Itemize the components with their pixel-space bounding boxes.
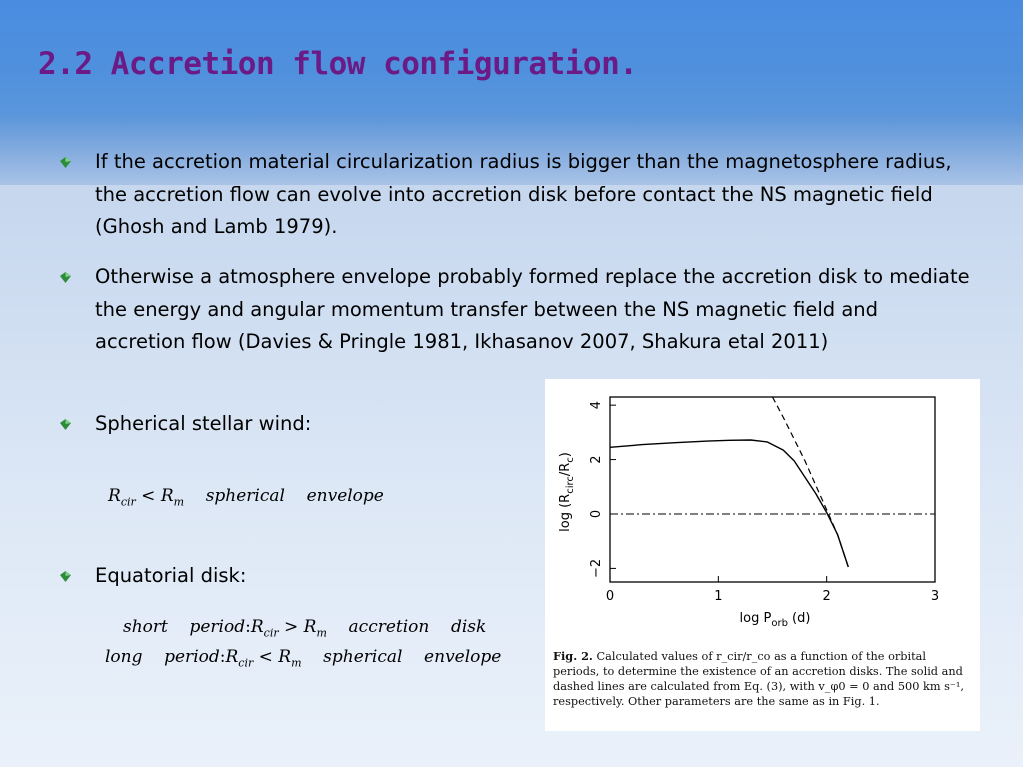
y-axis-label-group <box>558 452 576 532</box>
formula-subscript: m <box>291 656 302 670</box>
y-tick-label: 0 <box>589 509 604 519</box>
formula-words: spherical envelope <box>205 486 384 506</box>
bullet-item-2 <box>60 261 970 359</box>
y-axis-label <box>558 452 576 532</box>
formula-operator: : <box>219 647 226 667</box>
formula-subscript: cir <box>120 495 136 509</box>
caption-text: Calculated values of r_cir/r_co as a function of the orbital periods, to determine the existence of an accretion disks. The solid and dashed lines are calculated from Eq. (3), with v_φ0 = 0 and 500 km s⁻¹, respectively. Other parameters are the same as in Fig. 1. <box>553 650 964 708</box>
plot-svg <box>545 379 980 644</box>
formula-symbol: R <box>160 486 174 506</box>
formula-operator: < <box>258 647 273 667</box>
x-tick-label: 1 <box>714 589 723 604</box>
x-tick-label: 2 <box>822 589 831 604</box>
plot-frame <box>610 397 935 582</box>
formula-operator: : <box>245 617 251 637</box>
bullet-text: Otherwise a atmosphere envelope probably formed replace the accretion disk to mediate the energy and angular momentum transfer between the NS magnetic field and accretion flow (Davies & Pringle 1981, Ikhasanov 2007, Shakura etal 2011) <box>95 265 970 353</box>
plot-series <box>610 397 935 567</box>
formula-words: short period <box>123 617 246 637</box>
formula-symbol: R <box>278 647 292 667</box>
bullet-text: Equatorial disk: <box>95 564 247 587</box>
y-tick-label-group <box>589 455 604 463</box>
bullet-text: If the accretion material circularization radius is bigger than the magnetosphere radius, the accretion flow can evolve into accretion disk before contact the NS magnetic field (Ghosh and Lamb 1979). <box>95 150 952 238</box>
y-tick-label-group <box>589 510 604 518</box>
slide-title: 2.2 Accretion flow configuration. <box>38 46 638 82</box>
plot-ticks <box>589 401 939 604</box>
formula-symbol: R <box>303 617 317 637</box>
figure-panel <box>545 379 980 731</box>
bullet-item-1 <box>60 146 970 244</box>
x-axis-label-log: log P <box>739 611 772 626</box>
bullet-icon <box>60 272 71 283</box>
y-tick-label: 2 <box>589 455 604 464</box>
formula-spherical-wind <box>108 486 384 508</box>
formula-operator: < <box>141 486 156 506</box>
formula-symbol: R <box>225 647 239 667</box>
y-axis-label-slash: /R <box>558 462 573 477</box>
y-tick-label-group <box>589 559 604 578</box>
dashed-series-line <box>773 397 849 567</box>
y-tick-label-group <box>589 401 604 409</box>
bullet-item-4 <box>60 560 510 593</box>
formula-operator: > <box>284 617 299 637</box>
formula-symbol: R <box>108 486 121 506</box>
formula-words: accretion disk <box>348 617 487 637</box>
bullet-icon <box>60 419 71 430</box>
y-tick-label: 4 <box>589 401 604 410</box>
bullet-item-3 <box>60 408 510 441</box>
y-axis-label-sub2: c <box>565 457 576 463</box>
formula-long-period <box>105 647 501 669</box>
solid-series-line <box>610 440 848 567</box>
formula-subscript: m <box>316 626 327 640</box>
formula-words: long period <box>105 647 220 667</box>
y-axis-label-log: log (R <box>558 493 573 532</box>
y-tick-label: −2 <box>589 558 604 578</box>
x-axis-label-sub: orb <box>771 618 788 629</box>
formula-subscript: cir <box>238 656 254 670</box>
y-axis-label-sub1: circ <box>565 476 576 494</box>
y-axis-label-close: ) <box>558 452 573 458</box>
formula-words: spherical envelope <box>323 647 502 667</box>
formula-symbol: R <box>250 617 264 637</box>
x-axis-label <box>740 611 811 629</box>
bullet-icon <box>60 571 71 582</box>
x-tick-label: 0 <box>605 589 615 604</box>
formula-subscript: m <box>173 495 185 509</box>
formula-subscript: cir <box>263 626 279 640</box>
formula-short-period <box>123 617 486 639</box>
x-tick-label: 3 <box>930 589 940 604</box>
caption-label: Fig. 2. <box>553 649 593 663</box>
x-axis-label-unit: (d) <box>787 611 811 626</box>
bullet-text: Spherical stellar wind: <box>95 412 312 435</box>
bullet-icon <box>60 157 71 168</box>
figure-caption <box>553 649 973 709</box>
